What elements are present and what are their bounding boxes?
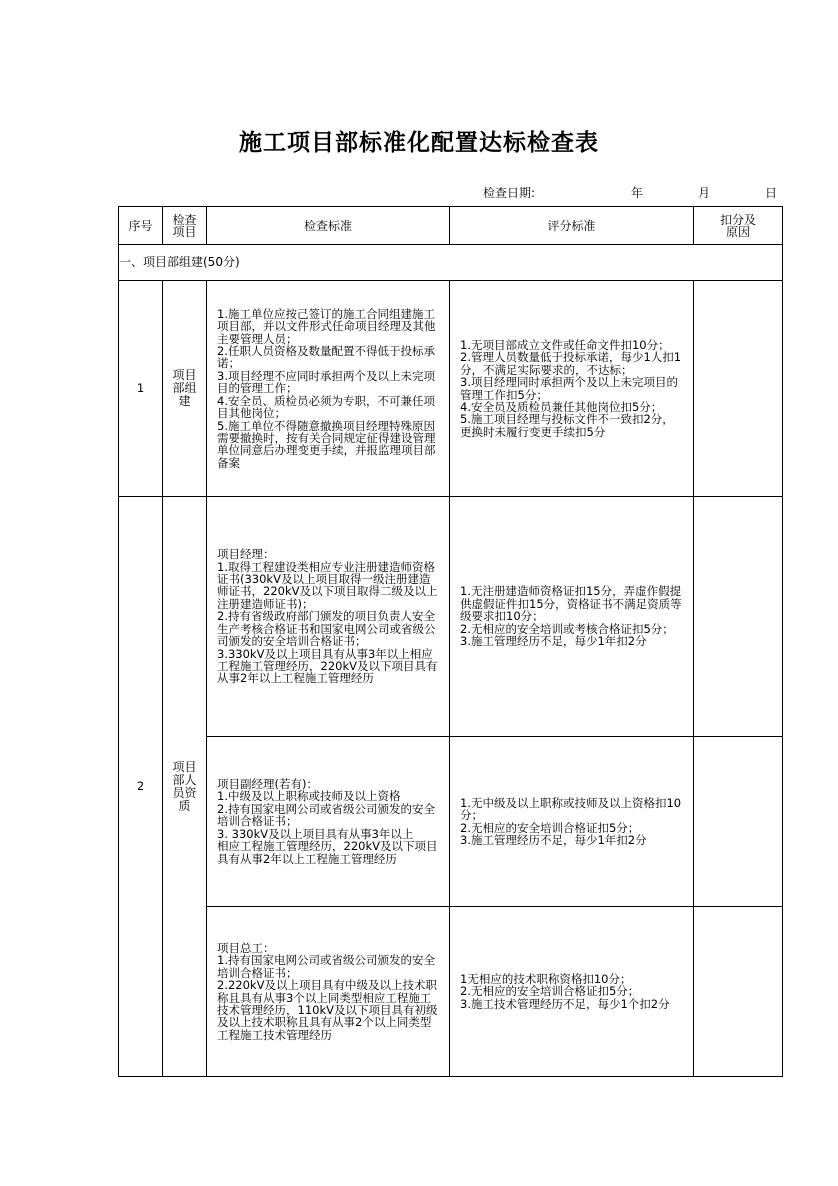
date-year-label: 年 [631,186,644,200]
inspection-table [118,206,783,1077]
row-item: 项目部人员资质 [163,497,207,1077]
row-scoring: 1.无注册建造师资格证扣15分，弄虚作假提供虚假证件扣15分，资格证书不满足资质等级要求扣10分； 2.无相应的安全培训或考核合格证扣5分； 3.施工管理经历不足，每少1年扣2分 [450,497,694,737]
row-standard: 项目总工： 1.持有国家电网公司或省级公司颁发的安全培训合格证书； 2.220kV及以上项目具有中级及以上技术职称且具有从事3个以上同类型相应工程施工技术管理经历，110kV及以下项目具有初级及以上技术职称且具有从事2个以上同类型工程施工技术管理经历 [207,907,450,1077]
row-seq: 2 [119,497,163,1077]
row-standard: 项目经理： 1.取得工程建设类相应专业注册建造师资格证书(330kV及以上项目取得一级注册建造师证书，220kV及以下项目取得二级及以上注册建造师证书)； 2.持有省级政府部门颁发的项目负责人安全生产考核合格证书和国家电网公司或省级公司颁发的安全培训合格证书； 3.330kV及以上项目具有从事3年以上相应工程施工管理经历，220kV及以下项目具有从事2年以上工程施工管理经历 [207,497,450,737]
header-standard: 检查标准 [207,207,450,245]
row-standard: 项目副经理(若有)： 1.中级及以上职称或技师及以上资格 2.持有国家电网公司或省级公司颁发的安全培训合格证书； 3. 330kV及以上项目具有从事3年以上 相应工程施工管理经历，220kV及以下项目具有从事2年以上工程施工管理经历 [207,737,450,907]
row-standard: 1.施工单位应按己签订的施工合同组建施工项目部，并以文件形式任命项目经理及其他主要管理人员； 2.任职人员资格及数量配置不得低于投标承诺； 3.项目经理不应同时承担两个及以上未完项目的管理工作； 4.安全员、质检员必须为专职，不可兼任项目其他岗位； 5.施工单位不得随意撤换项目经理特殊原因需要撤换时，按有关合同规定征得建设管理单位同意后办理变更手续，并报监理项目部备案 [207,281,450,497]
date-day-label: 日 [765,186,778,200]
row-scoring: 1.无中级及以上职称或技师及以上资格扣10分； 2.无相应的安全培训合格证扣5分； 3.施工管理经历不足，每少1年扣2分 [450,737,694,907]
table-row [119,907,783,1077]
row-deduction-cell[interactable] [694,281,783,497]
header-item: 检查 项目 [163,207,207,245]
section-title: 一、项目部组建(50分) [119,245,783,281]
row-deduction-cell[interactable] [694,737,783,907]
header-scoring: 评分标准 [450,207,694,245]
row-deduction-cell[interactable] [694,907,783,1077]
header-seq: 序号 [119,207,163,245]
row-scoring: 1无相应的技术职称资格扣10分； 2.无相应的安全培训合格证扣5分； 3.施工技术管理经历不足，每少1个扣2分 [450,907,694,1077]
row-deduction-cell[interactable] [694,497,783,737]
section-row [119,245,783,281]
table-row [119,281,783,497]
row-scoring: 1.无项目部成立文件或任命文件扣10分； 2.管理人员数量低于投标承诺，每少1人扣1分，不满足实际要求的，不达标； 3.项目经理同时承担两个及以上未完项目的管理工作扣5分； 4.安全员及质检员兼任其他岗位扣5分； 5.施工项目经理与投标文件不一致扣2分，更换时未履行变更手续扣5分 [450,281,694,497]
header-deduction: 扣分及 原因 [694,207,783,245]
table-header-row [119,207,783,245]
table-row [119,737,783,907]
row-item: 项目部组建 [163,281,207,497]
table-row [119,497,783,737]
row-seq: 1 [119,281,163,497]
page-title: 施工项目部标准化配置达标检查表 [239,129,599,156]
inspection-date-label: 检查日期: [483,186,536,200]
date-month-label: 月 [698,186,711,200]
